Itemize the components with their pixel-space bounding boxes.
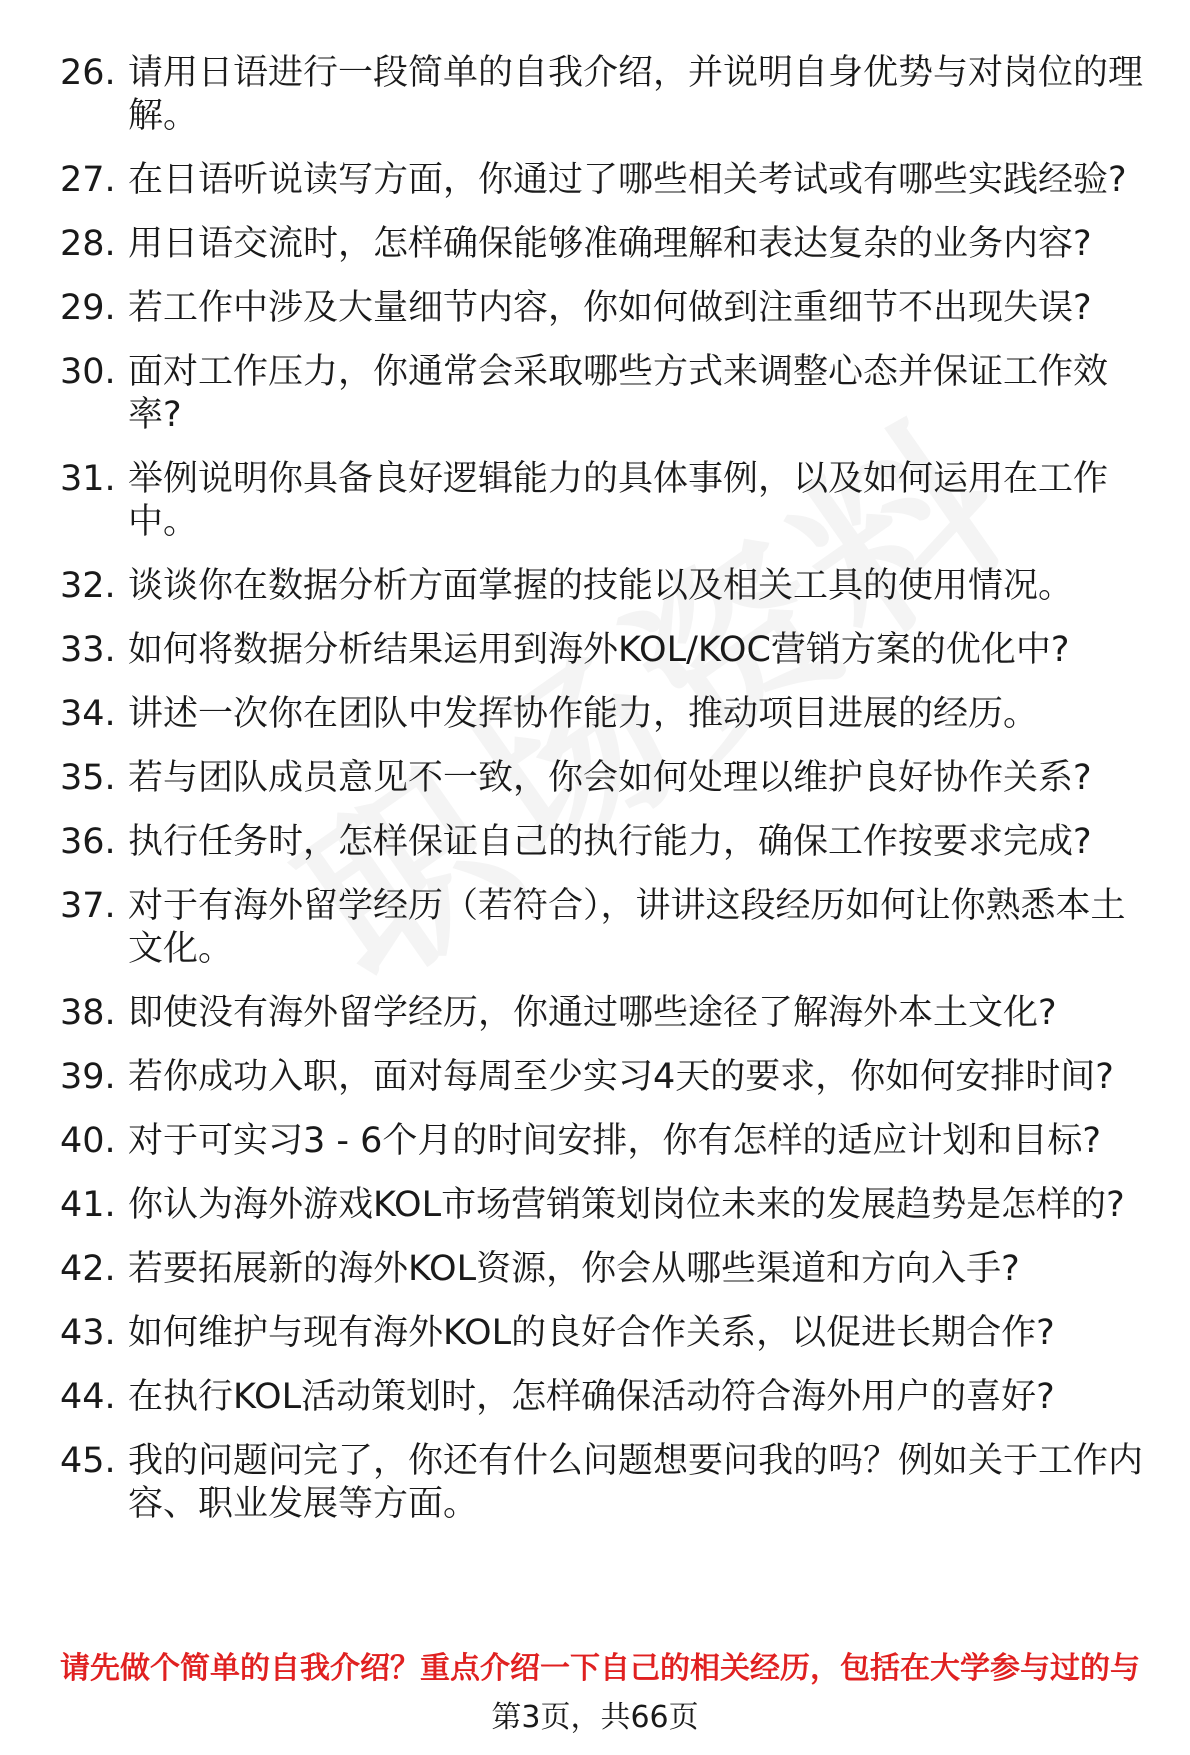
question-number: 34. [60, 694, 116, 734]
question-number: 30. [60, 352, 116, 392]
question-number: 44. [60, 1377, 116, 1417]
question-item [60, 992, 1160, 1035]
question-number: 42. [60, 1249, 116, 1289]
question-item [60, 565, 1160, 608]
question-text: 若工作中涉及大量细节内容，你如何做到注重细节不出现失误? [128, 288, 1092, 328]
question-item [60, 1440, 1160, 1526]
footer-note: 请先做个简单的自我介绍？重点介绍一下自己的相关经历，包括在大学参与过的与 [60, 1651, 1140, 1686]
question-text: 若与团队成员意见不一致，你会如何处理以维护良好协作关系? [128, 758, 1092, 798]
question-number: 43. [60, 1313, 116, 1353]
question-text: 讲述一次你在团队中发挥协作能力，推动项目进展的经历。 [128, 694, 1039, 734]
question-item [60, 757, 1160, 800]
question-item [60, 1312, 1160, 1355]
question-item [60, 1376, 1160, 1419]
question-text: 你认为海外游戏KOL市场营销策划岗位未来的发展趋势是怎样的? [128, 1185, 1125, 1225]
question-item [60, 1056, 1160, 1099]
question-number: 28. [60, 224, 116, 264]
question-text: 我的问题问完了，你还有什么问题想要问我的吗？例如关于工作内容、职业发展等方面。 [128, 1441, 1144, 1524]
question-number: 36. [60, 822, 116, 862]
question-number: 37. [60, 886, 116, 926]
question-text: 请用日语进行一段简单的自我介绍，并说明自身优势与对岗位的理解。 [128, 53, 1144, 136]
question-item [60, 1184, 1160, 1227]
question-text: 谈谈你在数据分析方面掌握的技能以及相关工具的使用情况。 [128, 566, 1074, 606]
question-text: 若你成功入职，面对每周至少实习4天的要求，你如何安排时间? [128, 1057, 1114, 1097]
question-text: 如何将数据分析结果运用到海外KOL/KOC营销方案的优化中? [128, 630, 1070, 670]
question-number: 32. [60, 566, 116, 606]
question-item [60, 1120, 1160, 1163]
question-item [60, 693, 1160, 736]
question-list [60, 52, 1160, 1547]
question-item [60, 1248, 1160, 1291]
page-number: 第3页，共66页 [491, 1700, 699, 1735]
question-item [60, 629, 1160, 672]
question-text: 用日语交流时，怎样确保能够准确理解和表达复杂的业务内容? [128, 224, 1092, 264]
question-item [60, 458, 1160, 544]
question-text: 对于有海外留学经历（若符合），讲讲这段经历如何让你熟悉本土文化。 [128, 886, 1126, 969]
question-number: 41. [60, 1185, 116, 1225]
question-text: 在执行KOL活动策划时，怎样确保活动符合海外用户的喜好? [128, 1377, 1055, 1417]
question-number: 26. [60, 53, 116, 93]
question-number: 40. [60, 1121, 116, 1161]
question-number: 38. [60, 993, 116, 1033]
question-text: 在日语听说读写方面，你通过了哪些相关考试或有哪些实践经验? [128, 160, 1127, 200]
question-number: 39. [60, 1057, 116, 1097]
question-item [60, 885, 1160, 971]
question-text: 面对工作压力，你通常会采取哪些方式来调整心态并保证工作效率? [128, 352, 1109, 435]
question-number: 31. [60, 459, 116, 499]
question-item [60, 223, 1160, 266]
question-text: 若要拓展新的海外KOL资源，你会从哪些渠道和方向入手? [128, 1249, 1020, 1289]
question-number: 45. [60, 1441, 116, 1481]
question-item [60, 52, 1160, 138]
question-number: 35. [60, 758, 116, 798]
question-text: 执行任务时，怎样保证自己的执行能力，确保工作按要求完成? [128, 822, 1092, 862]
question-text: 对于可实习3 - 6个月的时间安排，你有怎样的适应计划和目标? [128, 1121, 1101, 1161]
question-item [60, 821, 1160, 864]
question-number: 27. [60, 160, 116, 200]
question-item [60, 351, 1160, 437]
question-text: 即使没有海外留学经历，你通过哪些途径了解海外本土文化? [128, 993, 1057, 1033]
question-item [60, 159, 1160, 202]
question-text: 举例说明你具备良好逻辑能力的具体事例，以及如何运用在工作中。 [128, 459, 1109, 542]
question-item [60, 287, 1160, 330]
question-number: 29. [60, 288, 116, 328]
question-text: 如何维护与现有海外KOL的良好合作关系，以促进长期合作? [128, 1313, 1055, 1353]
question-number: 33. [60, 630, 116, 670]
